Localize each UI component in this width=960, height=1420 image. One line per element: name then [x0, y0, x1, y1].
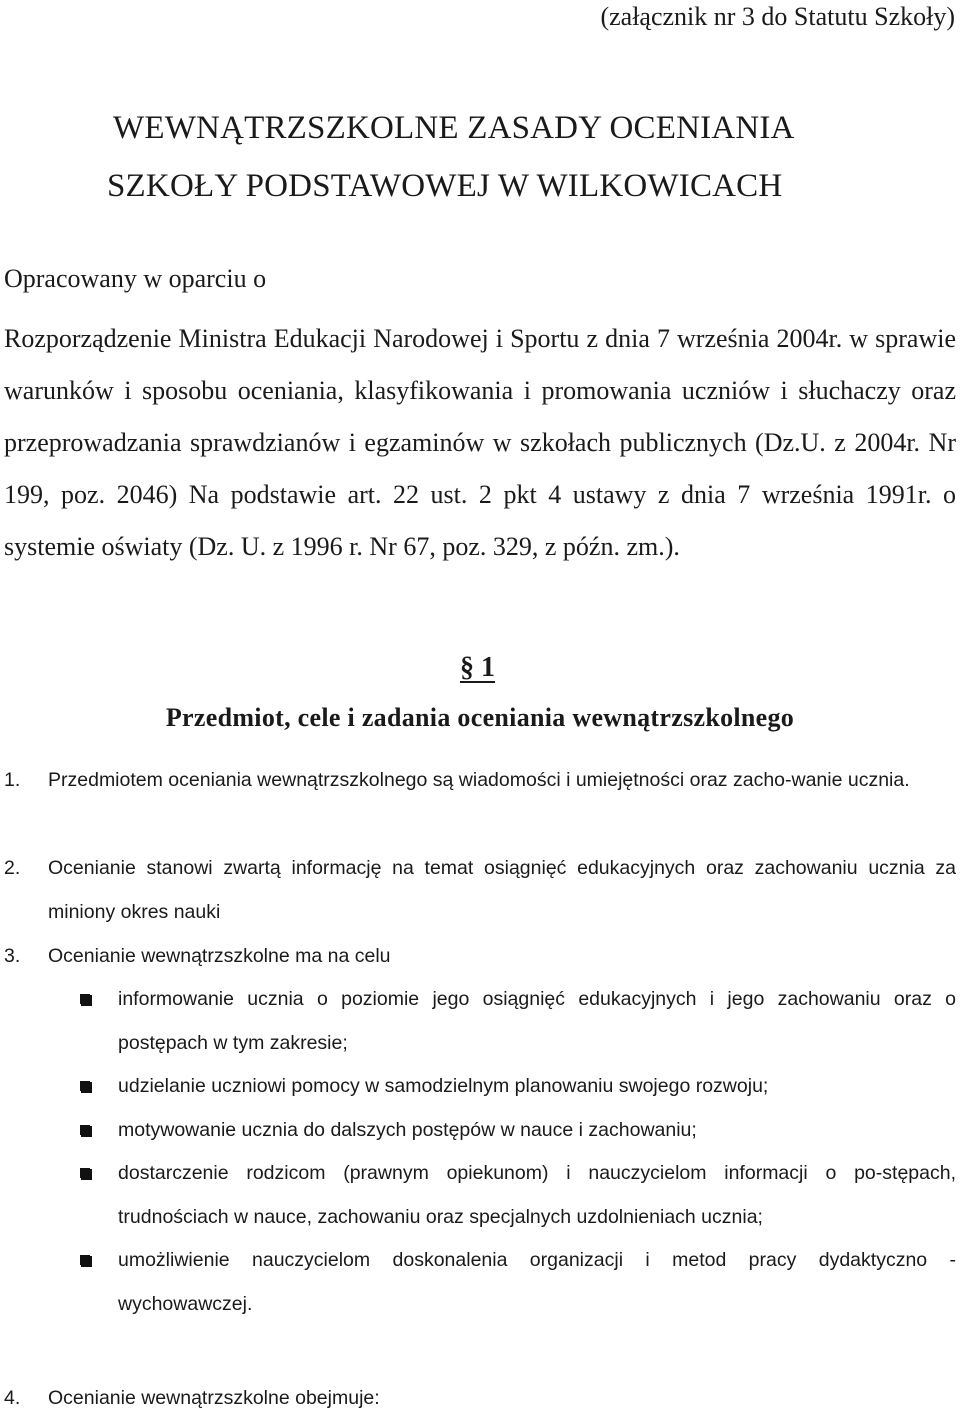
goal-item	[0, 1065, 960, 1109]
list-item-text: Ocenianie wewnątrzszkolne obejmuje:	[48, 1387, 380, 1409]
goal-text: motywowanie ucznia do dalszych postępów w nauce i zachowaniu;	[118, 1118, 697, 1141]
goal-item	[0, 1152, 960, 1239]
section-mark: § 1	[460, 652, 495, 683]
list-item-text: Ocenianie stanowi zwartą informację na temat osiągnięć edukacyjnych oraz zachowaniu ucznia za miniony okres nauki	[48, 857, 956, 923]
list-item-number: 4.	[4, 1387, 21, 1409]
section-heading: Przedmiot, cele i zadania oceniania wewnątrzszkolnego	[165, 703, 795, 732]
square-bullet-icon	[80, 1168, 90, 1178]
list-item-number: 3.	[4, 945, 21, 967]
goal-text: informowanie ucznia o poziomie jego osiągnięć edukacyjnych i jego zachowaniu oraz o postępach w tym zakresie;	[118, 988, 956, 1054]
goals-list	[0, 978, 960, 1326]
square-bullet-icon	[80, 1255, 90, 1265]
goal-text: umożliwienie nauczycielom doskonalenia organizacji i metod pracy dydaktyczno - wychowawczej.	[118, 1249, 956, 1315]
goal-text: dostarczenie rodzicom (prawnym opiekunom) i nauczycielom informacji o po-stępach, trudnościach w nauce, zachowaniu oraz specjalnych uzdolnieniach ucznia;	[118, 1162, 956, 1228]
document-title-line-1: WEWNĄTRZSZKOLNE ZASADY OCENIANIA	[113, 110, 795, 146]
square-bullet-icon	[80, 1081, 90, 1091]
square-bullet-icon	[80, 1125, 90, 1135]
goal-text: udzielanie uczniowi pomocy w samodzielnym planowaniu swojego rozwoju;	[118, 1075, 769, 1097]
list-item-text: Ocenianie wewnątrzszkolne ma na celu	[48, 945, 391, 967]
legal-basis-text: Rozporządzenie Ministra Edukacji Narodowej i Sportu z dnia 7 września 2004r. w sprawie warunków i sposobu oceniania, klasyfikowania i promowania uczniów i słuchaczy oraz przeprowadzania sprawdzianów i egzaminów w szkołach publicznych (Dz.U. z 2004r. Nr 199, poz. 2046) Na podstawie art. 22 ust. 2 pkt 4 ustawy z dnia 7 września 1991r. o systemie oświaty (Dz. U. z 1996 r. Nr 67, poz. 329, z późn. zm.).	[4, 324, 956, 561]
list-item-number: 2.	[4, 857, 21, 879]
list-item-text: Przedmiotem oceniania wewnątrzszkolnego są wiadomości i umiejętności oraz zacho-wanie ucznia.	[48, 769, 910, 791]
goal-item	[0, 978, 960, 1065]
list-item-number: 1.	[4, 769, 21, 791]
legal-basis-label: Opracowany w oparciu o	[4, 264, 267, 293]
annex-note: (załącznik nr 3 do Statutu Szkoły)	[600, 2, 955, 31]
goal-item	[0, 1239, 960, 1326]
document-title-line-2: SZKOŁY PODSTAWOWEJ W WILKOWICACH	[107, 168, 783, 204]
goal-item	[0, 1109, 960, 1153]
square-bullet-icon	[80, 994, 90, 1004]
